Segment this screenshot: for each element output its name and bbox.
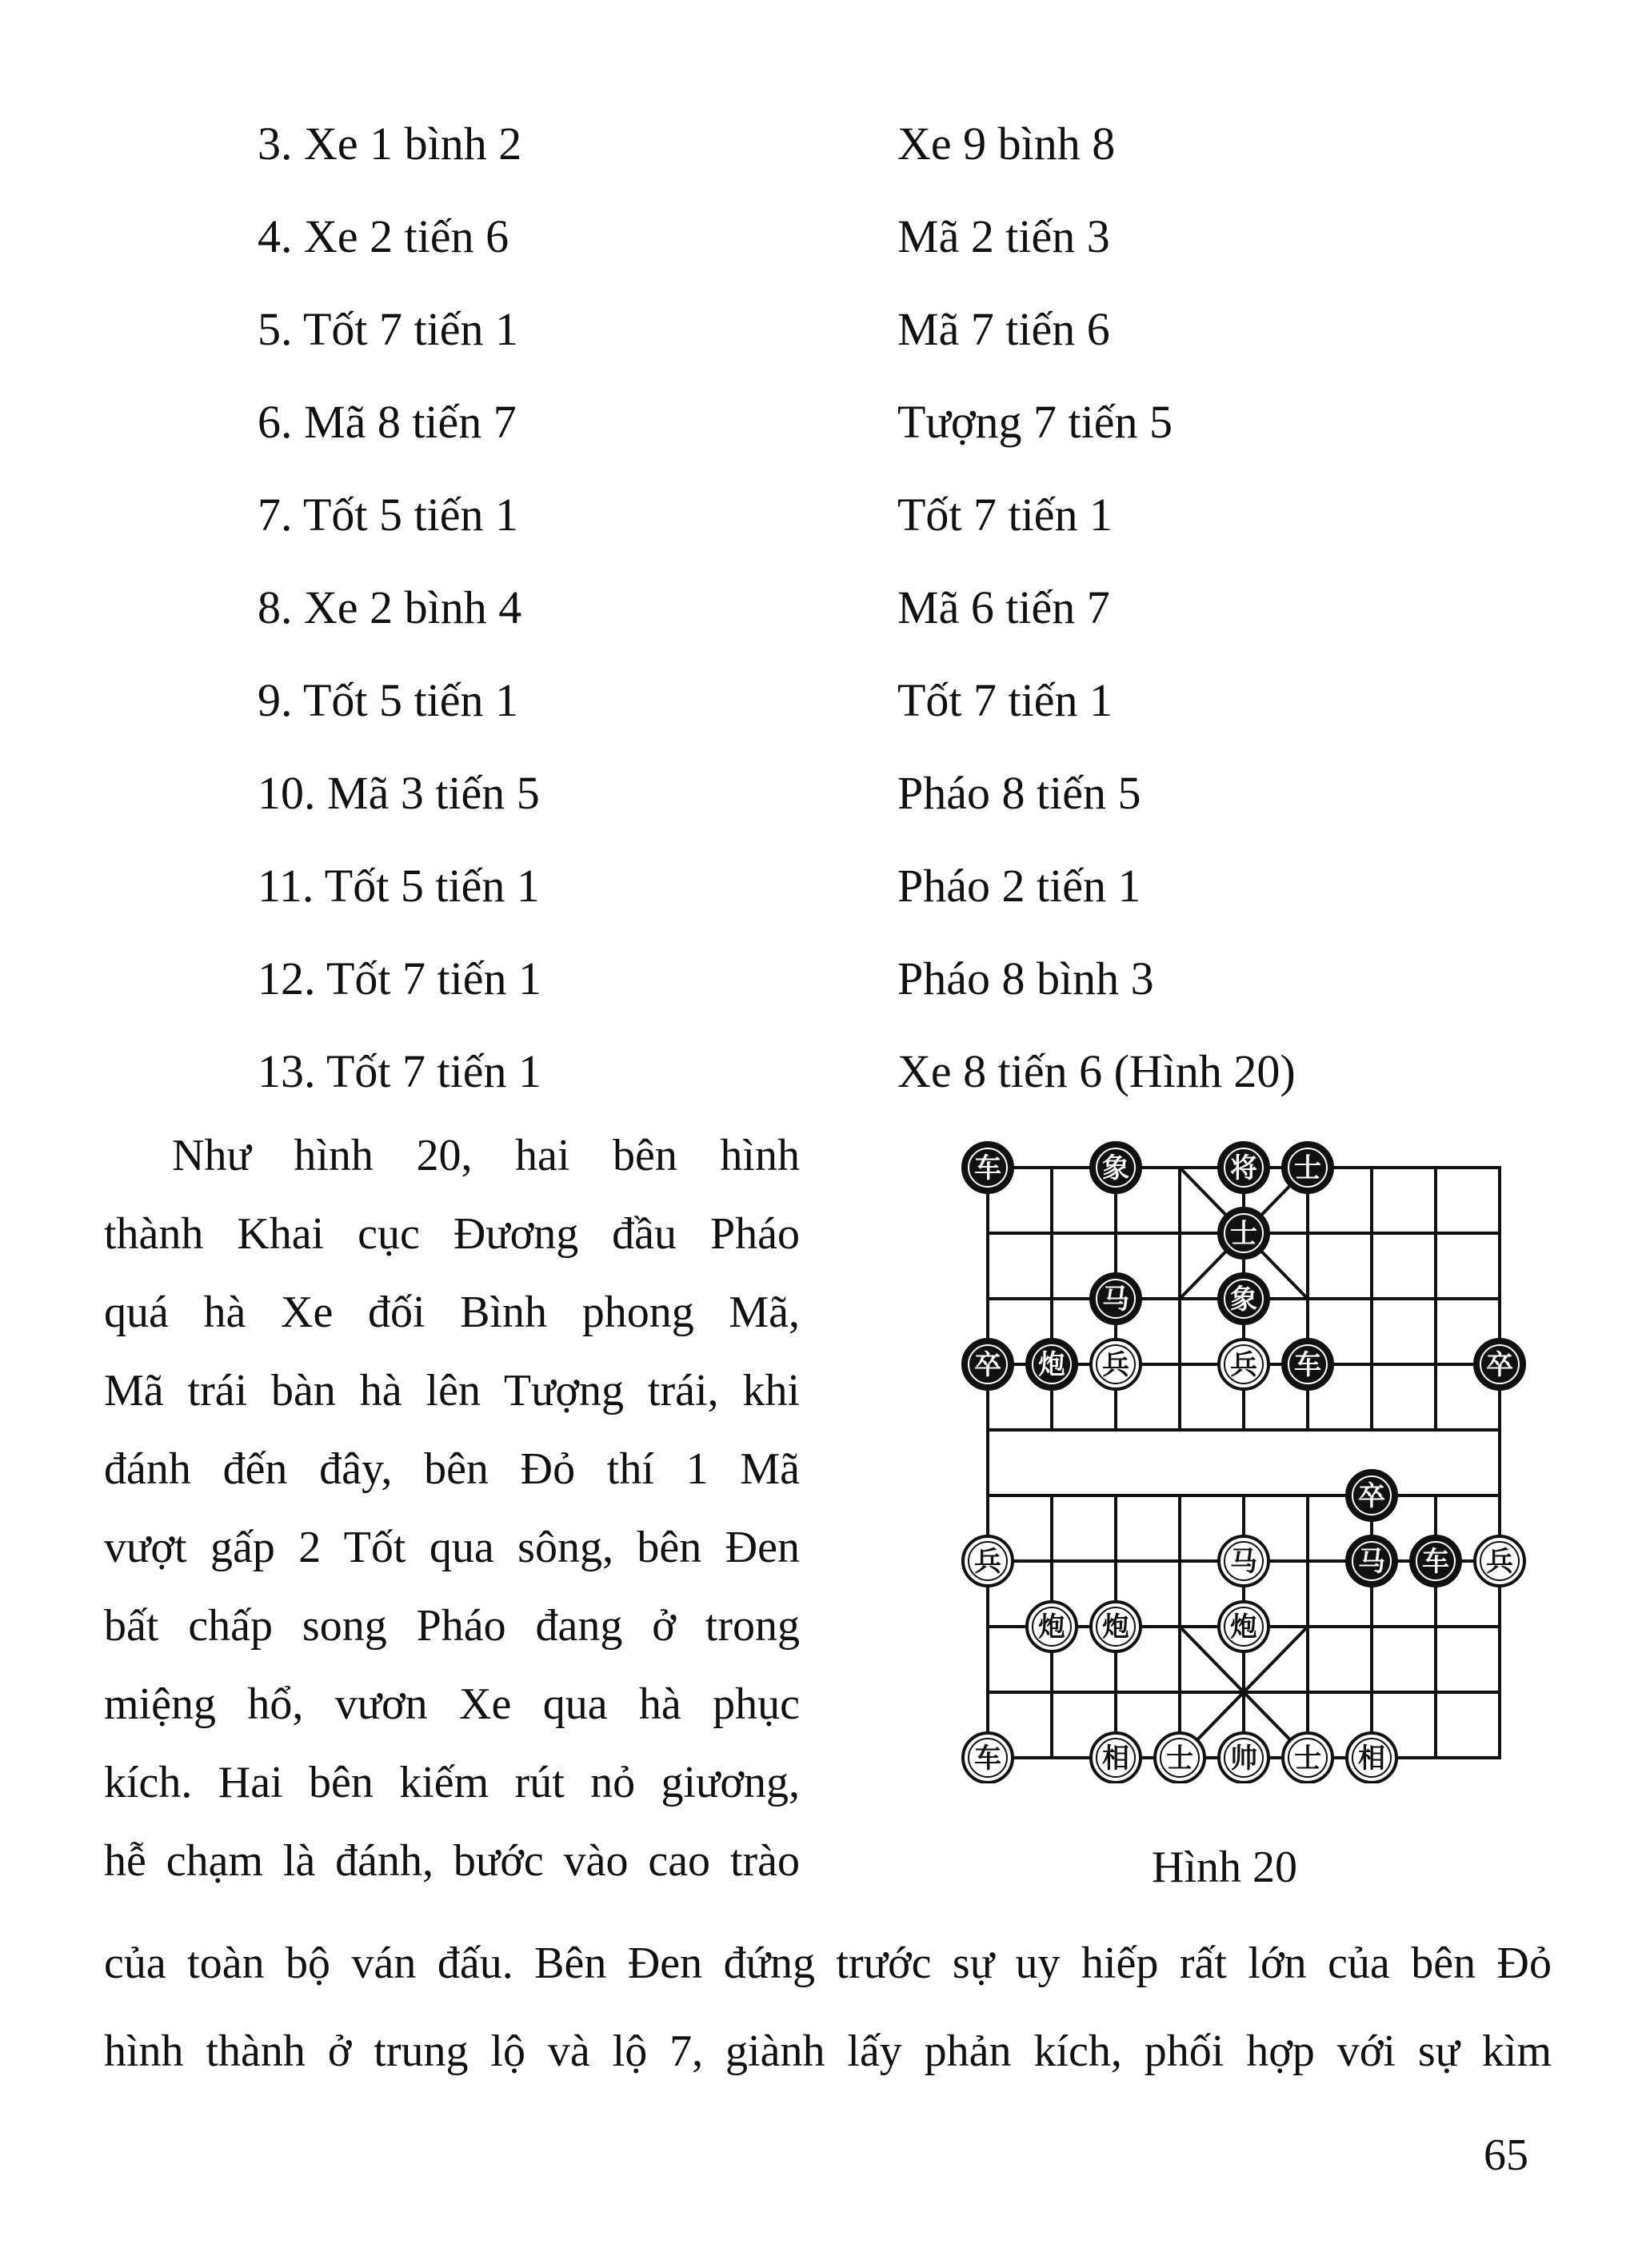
paragraph-line: thành Khai cục Đương đầu Pháo [104, 1209, 800, 1259]
piece-label: 象 [1230, 1284, 1257, 1316]
piece-label: 马 [1102, 1284, 1129, 1316]
red-move: 8. Xe 2 bình 4 [258, 581, 522, 633]
piece-label: 卒 [1358, 1480, 1385, 1512]
paragraph-line: của toàn bộ ván đấu. Bên Đen đứng trước sự uy hiếp rất lớn của bên Đỏ [104, 1939, 1552, 1988]
black-move: Tốt 7 tiến 1 [897, 489, 1113, 541]
piece-label: 炮 [1038, 1349, 1065, 1381]
piece-label: 士 [1230, 1218, 1257, 1250]
piece-label: 车 [1294, 1349, 1321, 1381]
red-move: 11. Tốt 5 tiến 1 [258, 860, 540, 912]
paragraph-line: kích. Hai bên kiếm rút nỏ giương, [104, 1758, 800, 1807]
paragraph-line: bất chấp song Pháo đang ở trong [104, 1601, 800, 1651]
piece-label: 卒 [1486, 1349, 1513, 1381]
piece-label: 兵 [1102, 1349, 1129, 1381]
black-move: Xe 8 tiến 6 (Hình 20) [897, 1045, 1296, 1097]
black-move: Tốt 7 tiến 1 [897, 674, 1113, 726]
piece-label: 士 [1294, 1152, 1321, 1184]
piece-label: 卒 [974, 1349, 1001, 1381]
paragraph-line: vượt gấp 2 Tốt qua sông, bên Đen [104, 1523, 800, 1572]
piece-label: 炮 [1038, 1611, 1065, 1643]
piece-label: 炮 [1230, 1611, 1257, 1643]
piece-label: 帅 [1230, 1743, 1257, 1775]
red-move: 7. Tốt 5 tiến 1 [258, 489, 518, 541]
red-move: 9. Tốt 5 tiến 1 [258, 674, 518, 726]
piece-label: 士 [1294, 1743, 1321, 1775]
black-move: Tượng 7 tiến 5 [897, 396, 1173, 448]
paragraph-line: hễ chạm là đánh, bước vào cao trào [104, 1836, 800, 1886]
paragraph-line: Mã trái bàn hà lên Tượng trái, khi [104, 1366, 800, 1416]
piece-label: 象 [1102, 1152, 1129, 1184]
red-move: 3. Xe 1 bình 2 [258, 118, 522, 170]
piece-label: 兵 [974, 1546, 1001, 1578]
xiangqi-board-diagram [936, 1120, 1544, 1783]
red-move: 10. Mã 3 tiến 5 [258, 767, 540, 819]
paragraph-line: Như hình 20, hai bên hình [172, 1131, 800, 1180]
red-move: 5. Tốt 7 tiến 1 [258, 303, 518, 355]
piece-label: 马 [1230, 1546, 1257, 1578]
piece-label: 兵 [1486, 1546, 1513, 1578]
red-move: 4. Xe 2 tiến 6 [258, 210, 509, 262]
piece-label: 炮 [1102, 1611, 1129, 1643]
piece-label: 车 [974, 1152, 1001, 1184]
red-move: 13. Tốt 7 tiến 1 [258, 1045, 541, 1097]
red-move: 12. Tốt 7 tiến 1 [258, 952, 541, 1004]
paragraph-line: đánh đến đây, bên Đỏ thí 1 Mã [104, 1444, 800, 1494]
black-move: Pháo 8 tiến 5 [897, 767, 1141, 819]
piece-label: 车 [974, 1743, 1001, 1775]
black-move: Pháo 2 tiến 1 [897, 860, 1141, 912]
piece-label: 将 [1230, 1152, 1257, 1184]
page-number: 65 [1484, 2130, 1528, 2180]
piece-label: 马 [1358, 1546, 1385, 1578]
piece-label: 士 [1166, 1743, 1193, 1775]
black-move: Xe 9 bình 8 [897, 118, 1116, 170]
piece-label: 兵 [1230, 1349, 1257, 1381]
paragraph-line: miệng hổ, vươn Xe qua hà phục [104, 1679, 800, 1729]
piece-label: 车 [1422, 1546, 1449, 1578]
red-move: 6. Mã 8 tiến 7 [258, 396, 517, 448]
black-move: Pháo 8 bình 3 [897, 952, 1154, 1004]
paragraph-line: quá hà Xe đối Bình phong Mã, [104, 1288, 800, 1337]
black-move: Mã 2 tiến 3 [897, 210, 1110, 262]
figure-caption: Hình 20 [1152, 1843, 1297, 1892]
black-move: Mã 7 tiến 6 [897, 303, 1110, 355]
piece-label: 相 [1102, 1743, 1129, 1775]
piece-label: 相 [1358, 1743, 1385, 1775]
black-move: Mã 6 tiến 7 [897, 581, 1110, 633]
paragraph-line: hình thành ở trung lộ và lộ 7, giành lấy phản kích, phối hợp với sự kìm [104, 2026, 1552, 2076]
